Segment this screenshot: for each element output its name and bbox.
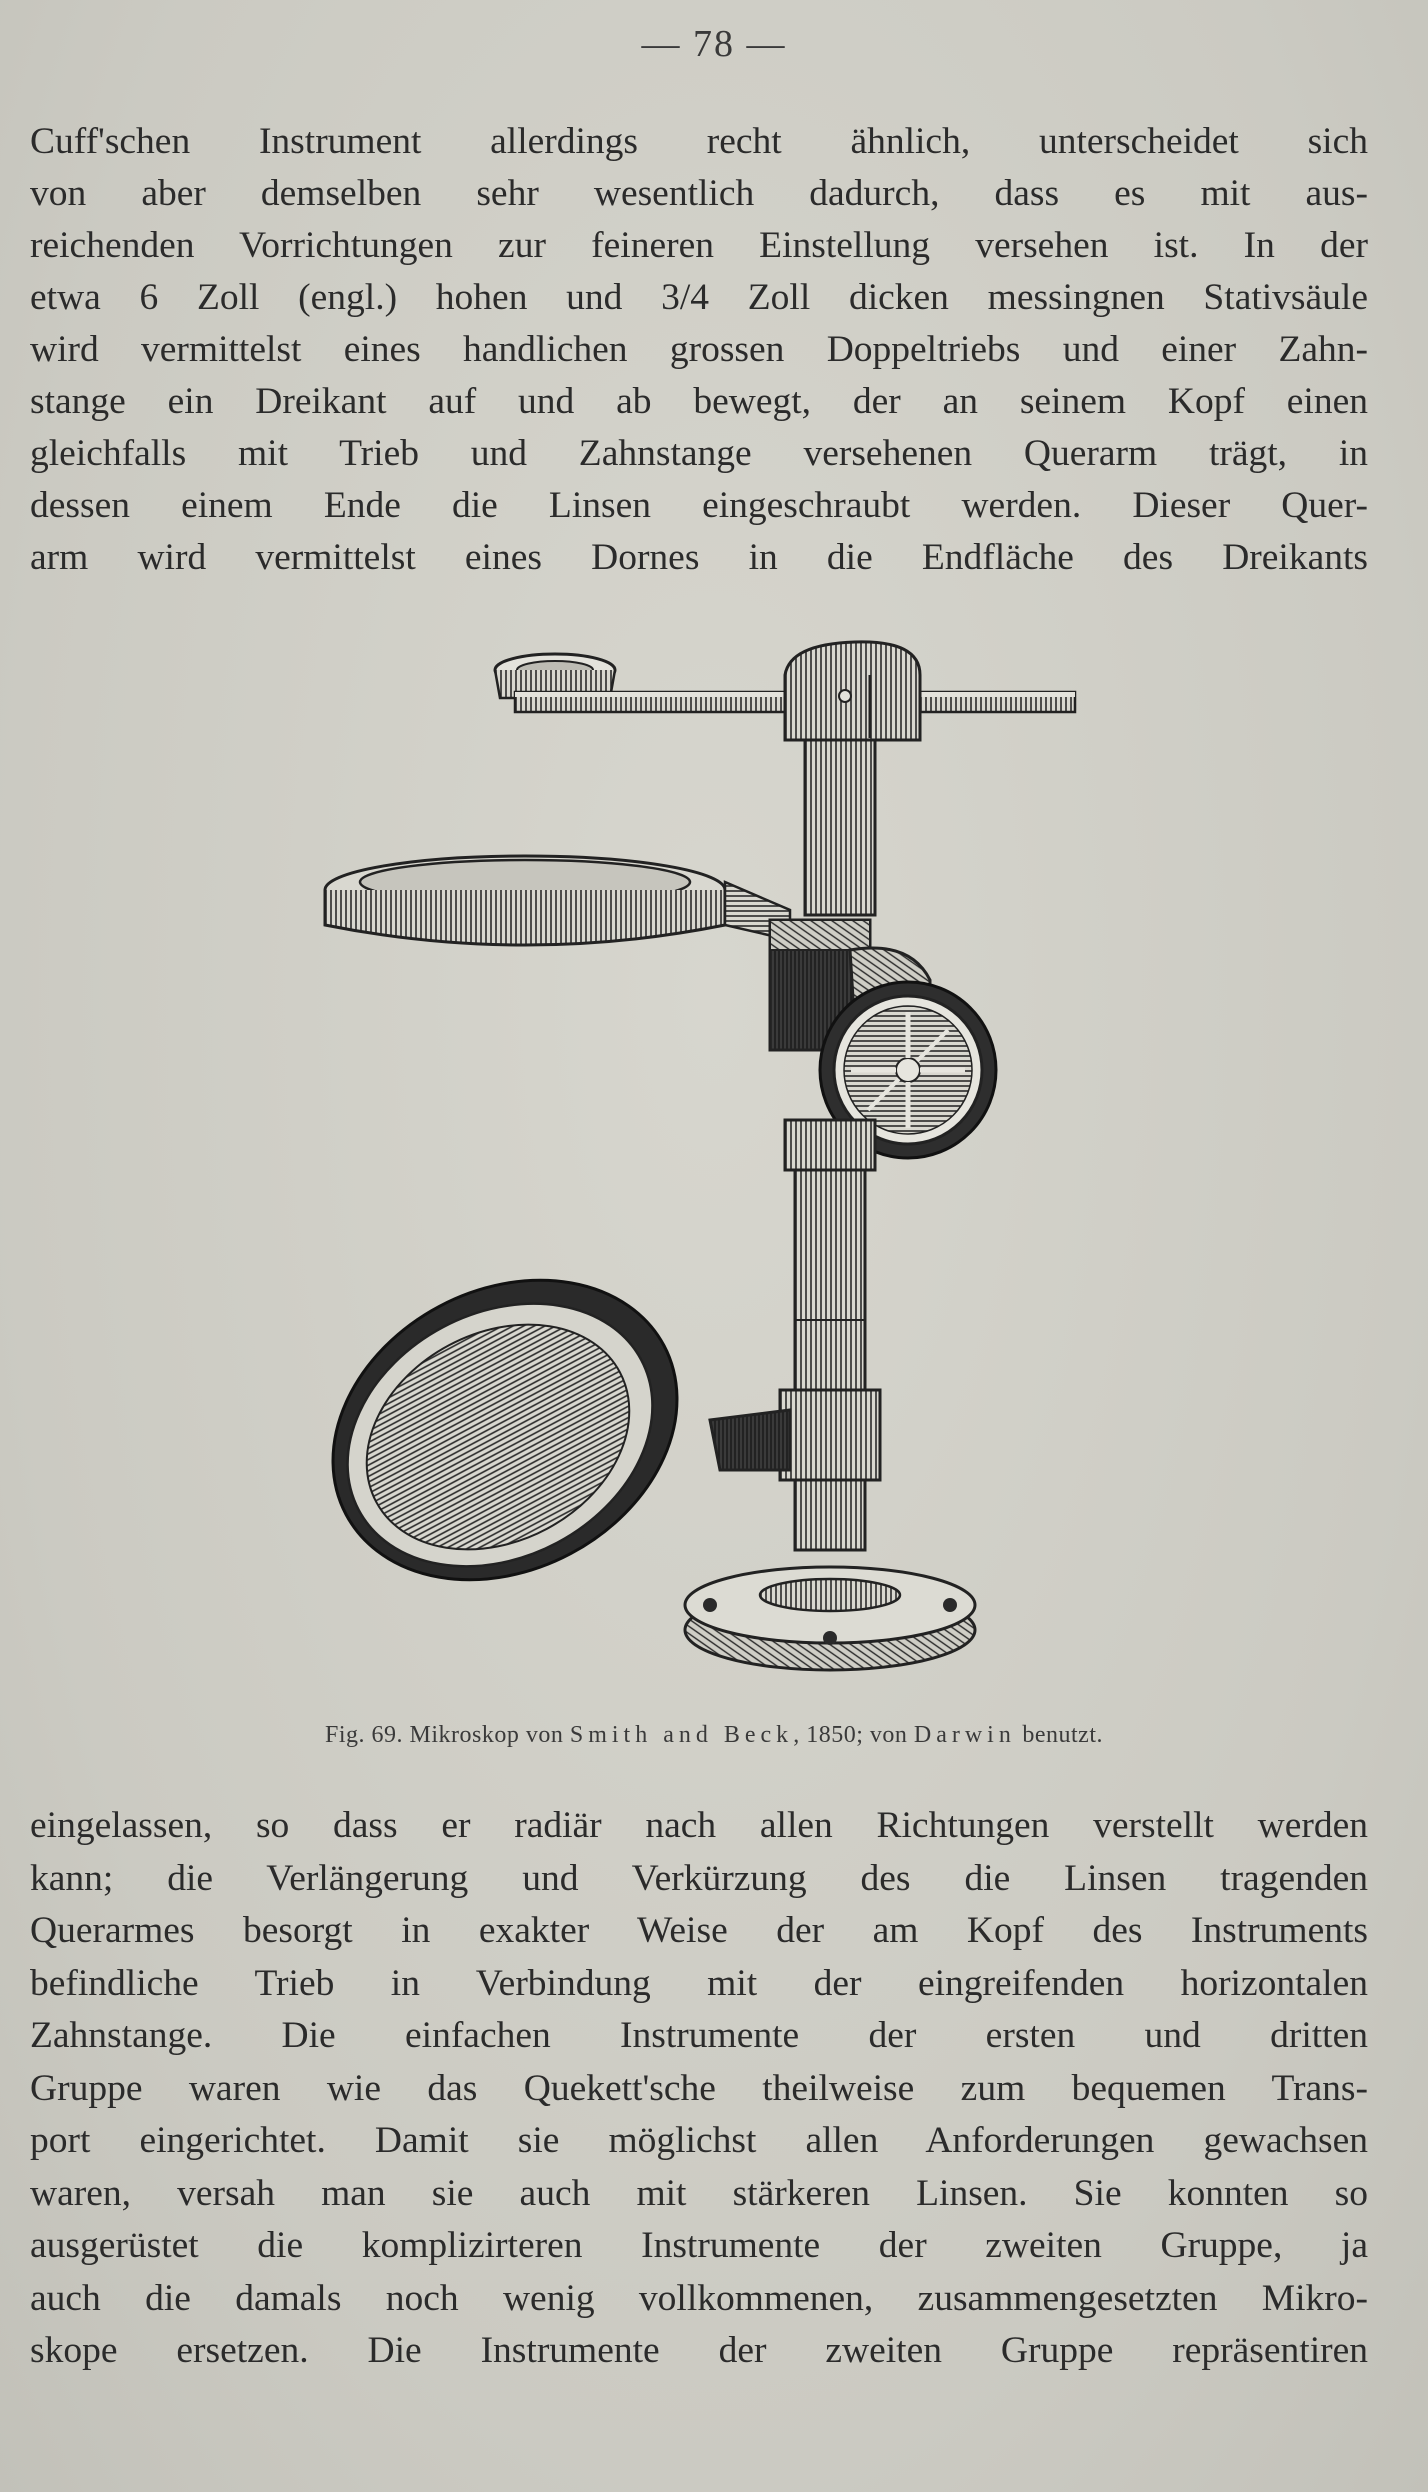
text-line: gleichfalls mit Trieb und Zahnstange versehenen Querarm trägt, in [30, 433, 1368, 474]
caption-middle: , 1850; von [793, 1722, 908, 1748]
arm-head-block [785, 642, 920, 740]
microscope-engraving [310, 620, 1110, 1700]
caption-prefix: Fig. 69. Mikroskop von [325, 1722, 564, 1748]
paragraph-top [30, 116, 1368, 584]
text-line: stange ein Dreikant auf und ab bewegt, der an seinem Kopf einen [30, 381, 1368, 422]
caption-name-smith-beck: Smith and Beck [569, 1722, 794, 1748]
text-line: ausgerüstet die komplizirteren Instrumente der zweiten Gruppe, ja [30, 2225, 1368, 2266]
page-number: — 78 — [641, 23, 787, 65]
text-line: etwa 6 Zoll (engl.) hohen und 3/4 Zoll dicken messingnen Stativsäule [30, 277, 1368, 318]
text-line: port eingerichtet. Damit sie möglichst allen Anforderungen gewachsen [30, 2120, 1368, 2161]
caption-name-darwin: Darwin [913, 1722, 1016, 1748]
pillar [780, 1120, 880, 1550]
text-line: dessen einem Ende die Linsen eingeschraubt werden. Dieser Quer- [30, 485, 1368, 526]
text-line: kann; die Verlängerung und Verkürzung des die Linsen tragenden [30, 1857, 1368, 1899]
text-line: eingelassen, so dass er radiär nach allen Richtungen verstellt werden [30, 1805, 1368, 1846]
stand-base [685, 1567, 975, 1670]
text-line: Zahnstange. Die einfachen Instrumente der ersten und dritten [30, 2015, 1368, 2056]
text-line: arm wird vermittelst eines Dornes in die Endfläche des Dreikants [30, 537, 1368, 578]
triangular-bar [805, 740, 875, 915]
text-line: auch die damals noch wenig vollkommenen, zusammengesetzten Mikro- [30, 2277, 1368, 2319]
text-line: Cuff'schen Instrument allerdings recht ähnlich, unterscheidet sich [30, 121, 1368, 162]
mirror [310, 1222, 790, 1638]
caption-suffix: benutzt. [1022, 1722, 1103, 1748]
text-line: Querarmes besorgt in exakter Weise der am Kopf des Instruments [30, 1910, 1368, 1951]
text-line: von aber demselben sehr wesentlich dadurch, dass es mit aus- [30, 173, 1368, 214]
text-line: waren, versah man sie auch mit stärkeren Linsen. Sie konnten so [30, 2172, 1368, 2214]
paragraph-bottom [30, 1800, 1368, 2378]
figure-caption [0, 1722, 1428, 1749]
text-line: skope ersetzen. Die Instrumente der zweiten Gruppe repräsentiren [30, 2330, 1368, 2371]
text-line: befindliche Trieb in Verbindung mit der eingreifenden horizontalen [30, 1962, 1368, 2004]
stage-ring [325, 856, 790, 945]
text-line: reichenden Vorrichtungen zur feineren Einstellung versehen ist. In der [30, 225, 1368, 266]
text-line: wird vermittelst eines handlichen grossen Doppeltriebs und einer Zahn- [30, 329, 1368, 370]
text-line: Gruppe waren wie das Quekett'sche theilweise zum bequemen Trans- [30, 2067, 1368, 2109]
